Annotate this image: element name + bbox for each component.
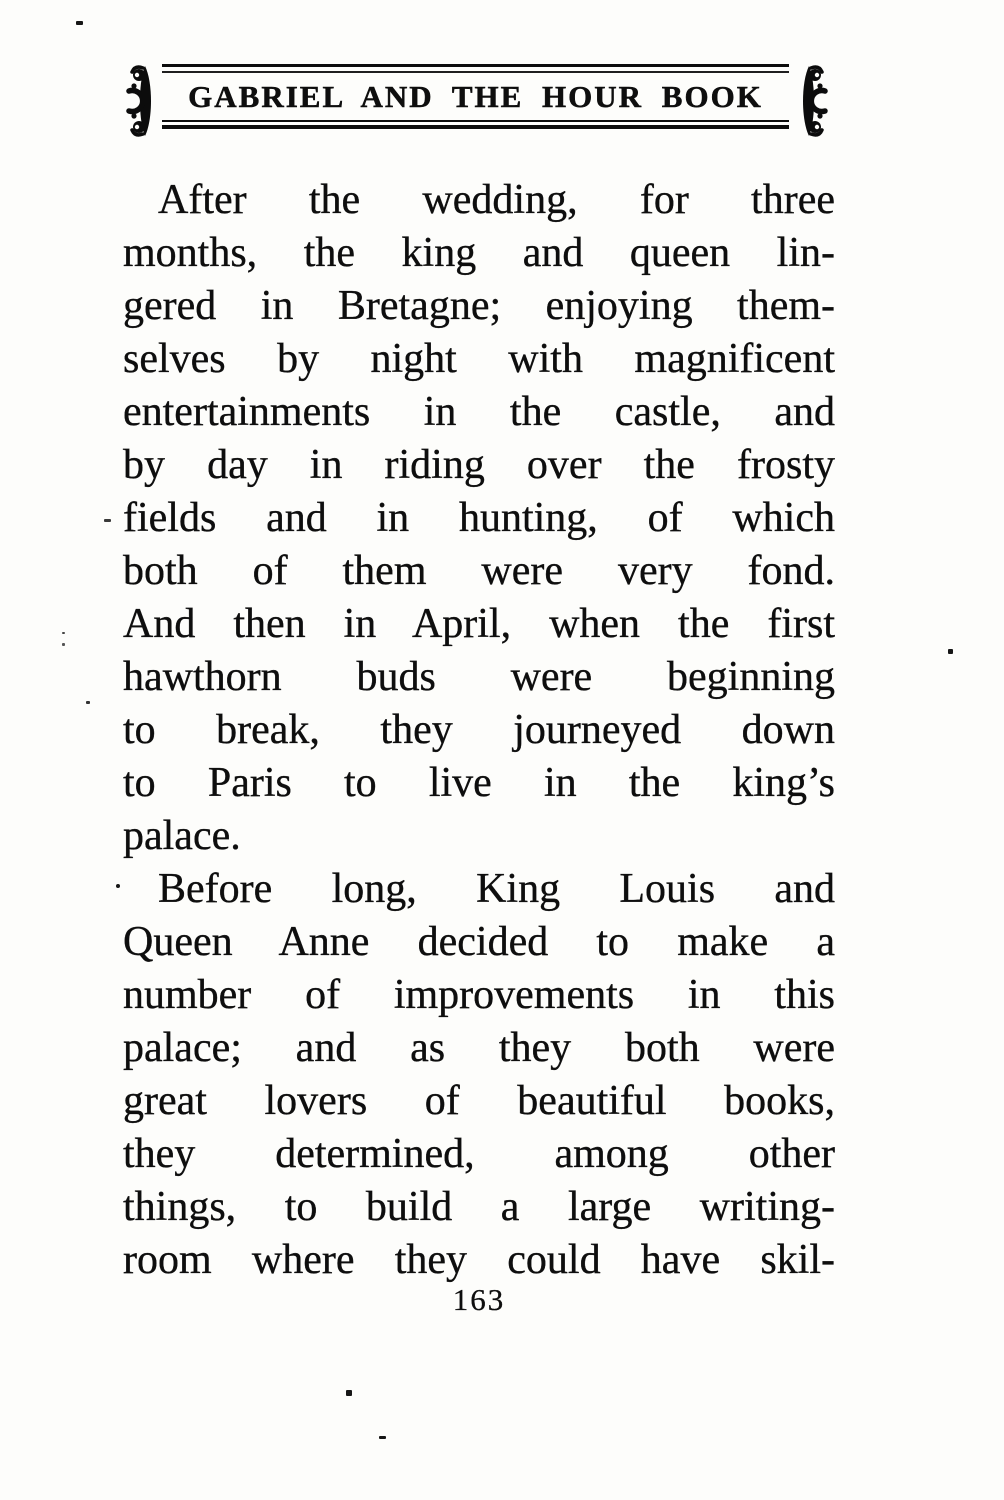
- text-line: After the wedding, for three: [158, 177, 835, 223]
- scan-speck: [379, 1436, 386, 1439]
- text-line: both of them were very fond.: [123, 548, 835, 594]
- text-line: number of improvements in this: [123, 972, 835, 1018]
- scroll-ornament-right-icon: [799, 64, 833, 138]
- text-line: months, the king and queen lin-: [123, 230, 835, 276]
- text-line: entertainments in the castle, and: [123, 389, 835, 435]
- text-line: room where they could have skil-: [123, 1237, 835, 1283]
- text-line: they determined, among other: [123, 1131, 835, 1177]
- page-number: 163: [452, 1282, 506, 1317]
- text-line: And then in April, when the first: [123, 601, 835, 647]
- header-rule-bottom-thick: [162, 125, 789, 129]
- scroll-ornament-left-icon: [121, 64, 155, 138]
- text-line: palace.: [123, 813, 241, 859]
- scan-speck: [76, 21, 83, 25]
- text-line: selves by night with magnificent: [123, 336, 835, 382]
- text-line: by day in riding over the frosty: [123, 442, 835, 488]
- scan-speck: [116, 884, 120, 888]
- text-line: palace; and as they both were: [123, 1025, 835, 1071]
- text-line: gered in Bretagne; enjoying them-: [123, 283, 835, 329]
- scan-speck: [86, 701, 90, 704]
- running-head: [121, 62, 833, 140]
- text-line: Before long, King Louis and: [158, 866, 835, 912]
- header-rule-top-thin: [162, 71, 789, 73]
- body-text: [123, 174, 835, 1287]
- header-rule-top-thick: [162, 64, 789, 67]
- scan-speck: [62, 632, 65, 634]
- text-line: great lovers of beautiful books,: [123, 1078, 835, 1124]
- scan-speck: [346, 1390, 352, 1396]
- text-line: hawthorn buds were beginning: [123, 654, 835, 700]
- header-rules-and-title: [162, 64, 789, 129]
- scan-speck: [62, 643, 65, 646]
- header-rule-bottom-thin: [162, 120, 789, 122]
- text-line: to Paris to live in the king’s: [123, 760, 835, 806]
- text-line: fields and in hunting, of which: [123, 495, 835, 541]
- text-line: to break, they journeyed down: [123, 707, 835, 753]
- scan-speck: [104, 519, 111, 522]
- text-line: things, to build a large writing-: [123, 1184, 835, 1230]
- text-line: Queen Anne decided to make a: [123, 919, 835, 965]
- page-title: GABRIEL AND THE HOUR BOOK: [188, 78, 763, 114]
- scan-speck: [948, 649, 953, 654]
